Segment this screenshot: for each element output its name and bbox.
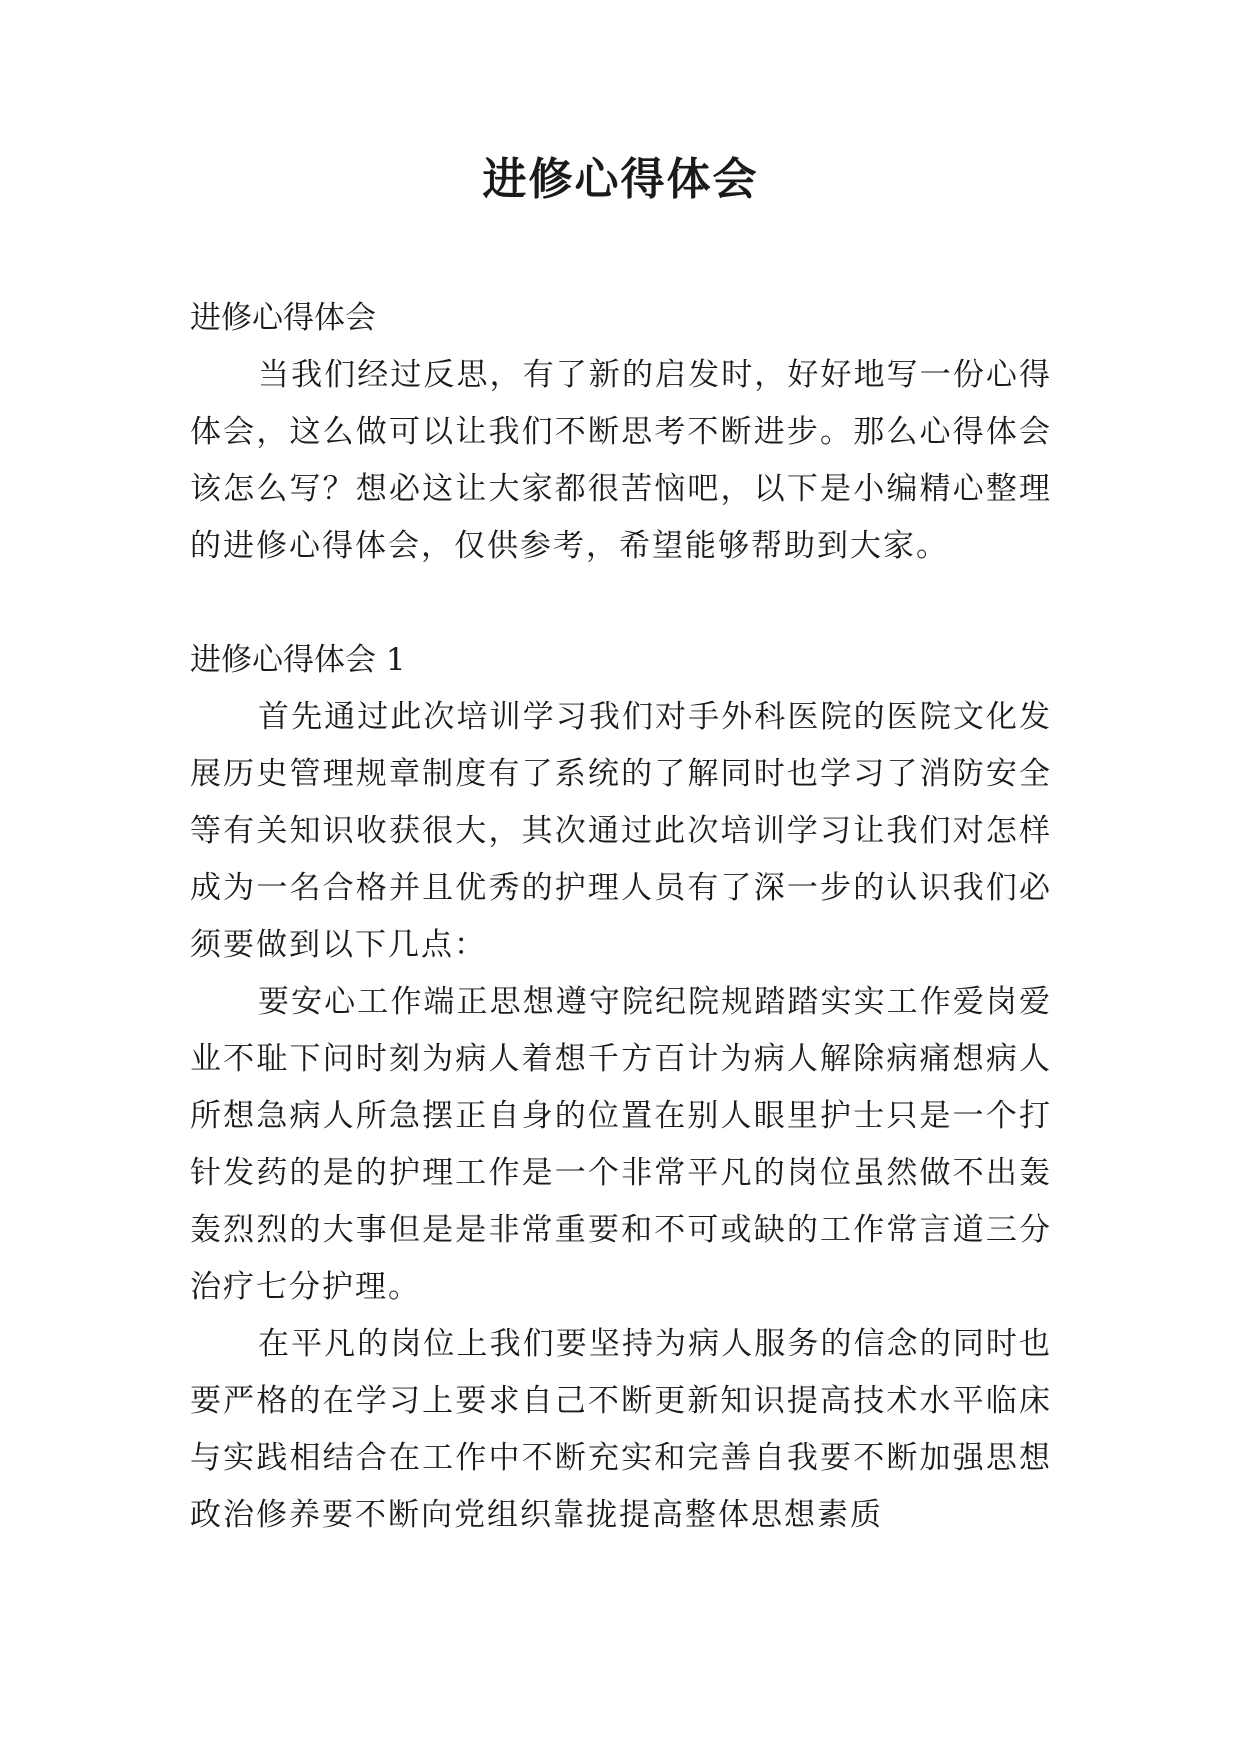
body-paragraph: 首先通过此次培训学习我们对手外科医院的医院文化发展历史管理规章制度有了系统的了解同时也学习了消防安全等有关知识收获很大，其次通过此次培训学习让我们对怎样成为一名合格并且优秀的护理人员有了深一步的认识我们必须要做到以下几点：: [190, 699, 1052, 963]
document-title: 进修心得体会: [482, 154, 759, 205]
document-body: [190, 290, 1052, 1544]
document-subtitle: 进修心得体会: [190, 300, 376, 336]
section-heading: 进修心得体会 1: [190, 642, 406, 678]
body-paragraph: 在平凡的岗位上我们要坚持为病人服务的信念的同时也要严格的在学习上要求自己不断更新知识提高技术水平临床与实践相结合在工作中不断充实和完善自我要不断加强思想政治修养要不断向党组织靠拢提高整体思想素质: [190, 1326, 1052, 1533]
body-paragraph: 要安心工作端正思想遵守院纪院规踏踏实实工作爱岗爱业不耻下问时刻为病人着想千方百计为病人解除病痛想病人所想急病人所急摆正自身的位置在别人眼里护士只是一个打针发药的是的护理工作是一个非常平凡的岗位虽然做不出轰轰烈烈的大事但是是非常重要和不可或缺的工作常言道三分治疗七分护理。: [190, 984, 1052, 1305]
section-spacer: [190, 575, 1052, 632]
intro-paragraph: 当我们经过反思，有了新的启发时，好好地写一份心得体会，这么做可以让我们不断思考不断进步。那么心得体会该怎么写？想必这让大家都很苦恼吧，以下是小编精心整理的进修心得体会，仅供参考，希望能够帮助到大家。: [190, 357, 1052, 564]
